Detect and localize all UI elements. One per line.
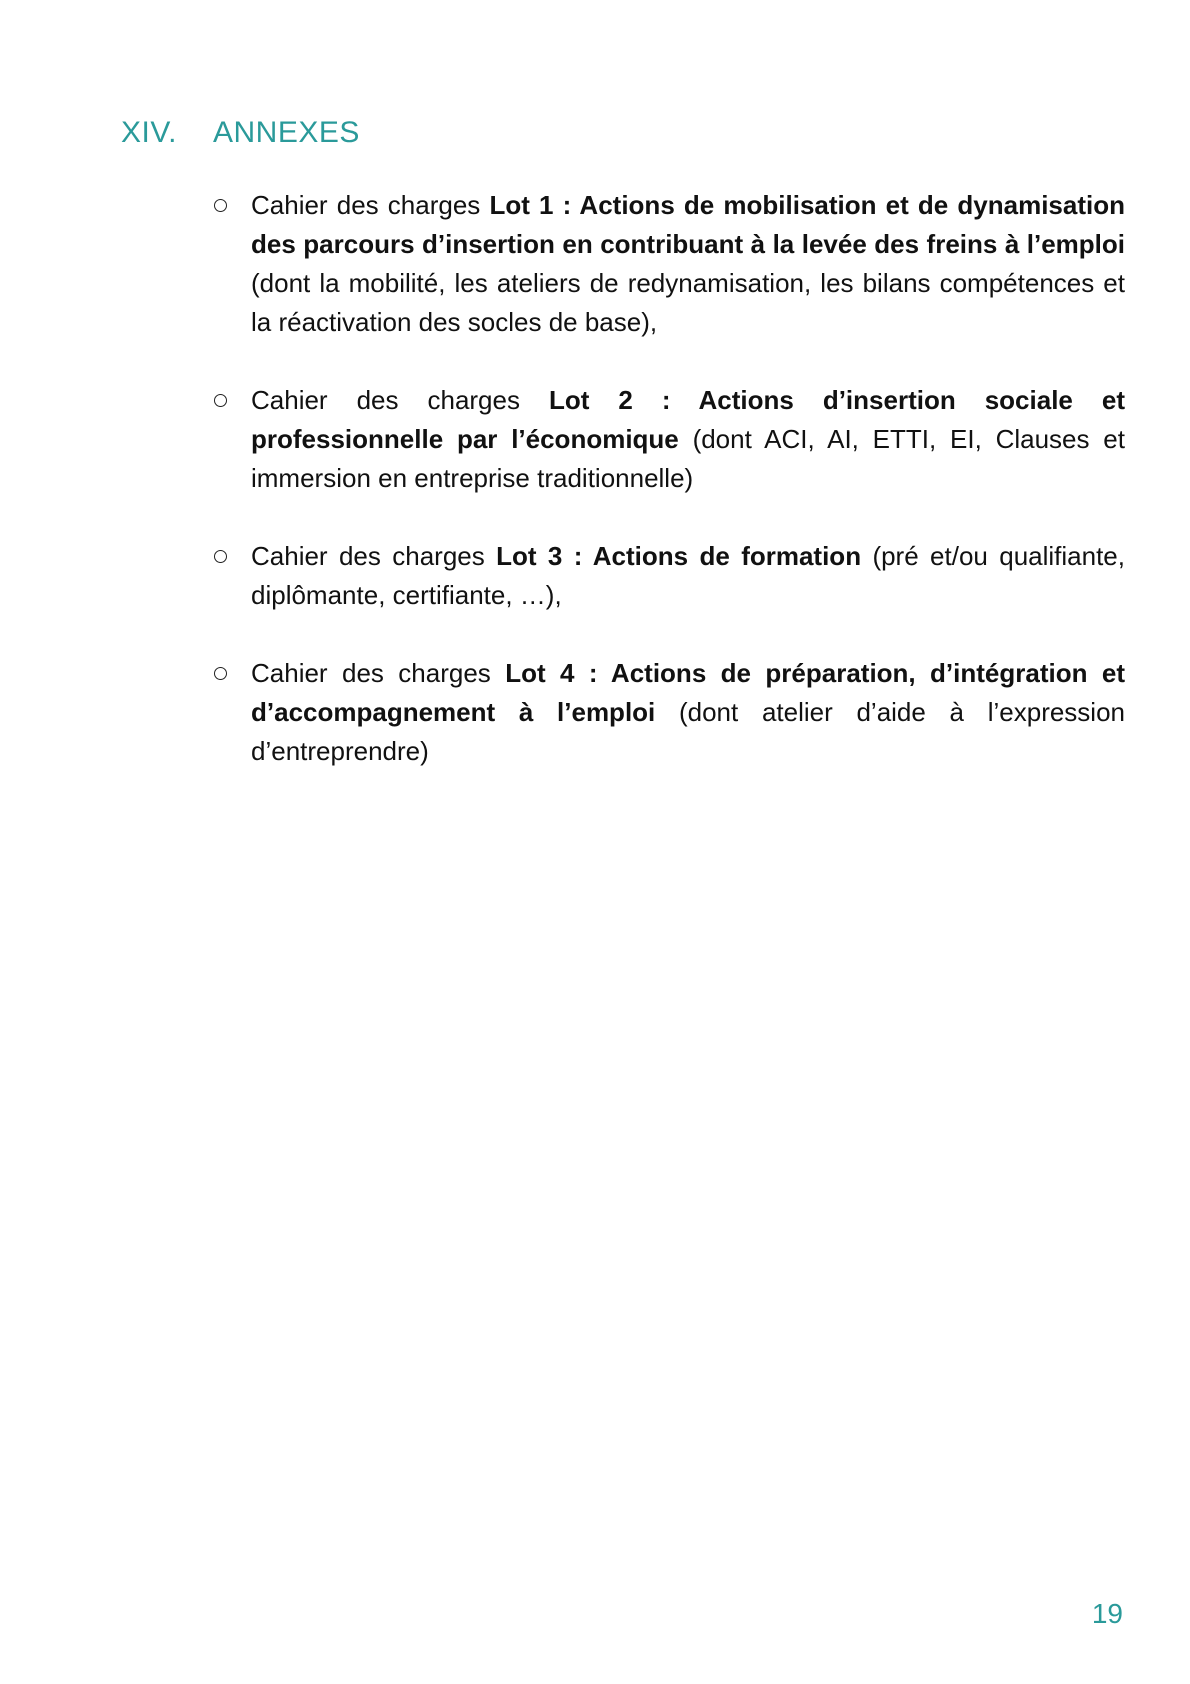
item-suffix: (dont la mobilité, les ateliers de redynamisation, les bilans compétences et la réactivation des socles de base), [251,268,1125,337]
item-bold-title: Lot 1 : Actions de mobilisation et de dynamisation des parcours d’insertion en contribuant à la levée des freins à l’emploi [251,190,1125,259]
item-suffix: (dont ACI, AI, ETTI, EI, Clauses et immersion en entreprise traditionnelle) [251,424,1125,493]
section-heading [121,116,360,150]
hollow-circle-bullet-icon [214,394,227,407]
item-suffix: (pré et/ou qualifiante, diplômante, certifiante, …), [251,541,1125,610]
item-prefix: Cahier des charges [251,541,497,571]
item-prefix: Cahier des charges [251,385,549,415]
item-suffix: (dont atelier d’aide à l’expression d’entreprendre) [251,697,1126,766]
list-item [214,537,1125,615]
item-prefix: Cahier des charges [251,190,490,220]
page-number: 19 [1091,1598,1123,1629]
section-number: XIV. [121,116,177,149]
annex-list [214,186,1125,810]
hollow-circle-bullet-icon [214,667,227,680]
hollow-circle-bullet-icon [214,199,227,212]
item-prefix: Cahier des charges [251,658,506,688]
section-title: ANNEXES [213,116,360,149]
hollow-circle-bullet-icon [214,550,227,563]
item-bold-title: Lot 3 : Actions de formation [496,541,862,571]
list-item [214,654,1125,771]
item-bold-title: Lot 2 : Actions d’insertion sociale et professionnelle par l’économique [251,385,1125,454]
list-item [214,186,1125,342]
list-item [214,381,1125,498]
item-bold-title: Lot 4 : Actions de préparation, d’intégration et d’accompagnement à l’emploi [251,658,1125,727]
